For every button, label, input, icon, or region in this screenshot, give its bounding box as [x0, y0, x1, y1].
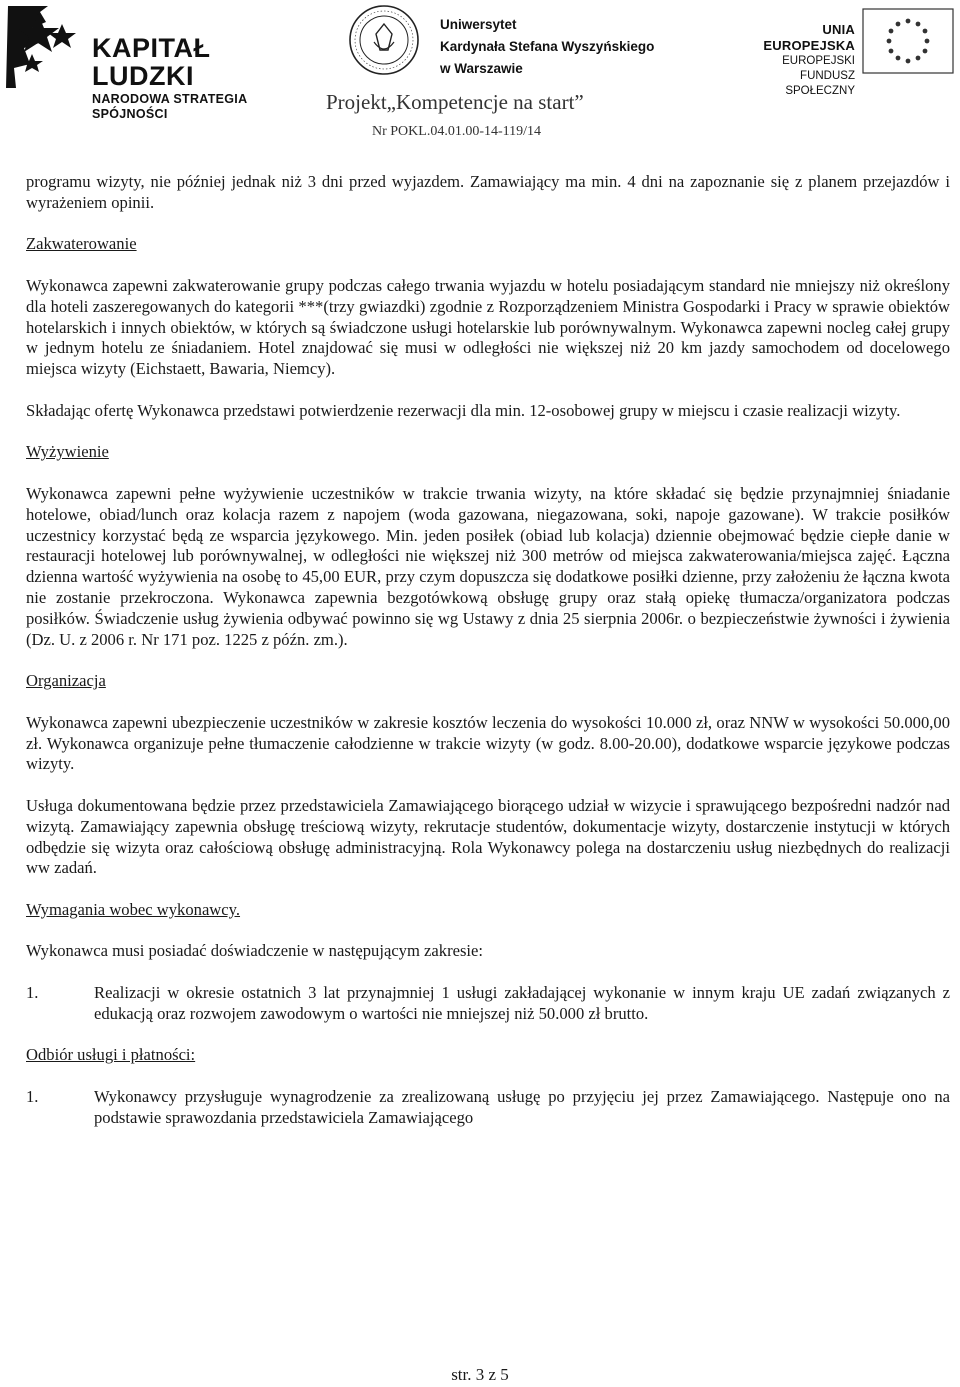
eu-line-2: EUROPEJSKI: [782, 55, 855, 67]
list-item: [26, 1087, 950, 1129]
uksw-seal-icon: [348, 4, 420, 76]
list-item-number: 1.: [26, 1087, 39, 1107]
eu-line-1: UNIA EUROPEJSKA: [763, 22, 855, 53]
list-item-text: Wykonawcy przysługuje wynagrodzenie za zrealizowaną usługę po przyjęciu jej przez Zamawiającego. Następuje ono na podstawie sprawozdania przedstawiciela Zamawiającego: [94, 1087, 950, 1127]
zakwaterowanie-paragraph-2: Składając ofertę Wykonawca przedstawi potwierdzenie rezerwacji dla min. 12-osobowej grupy w miejscu i czasie realizacji wizyty.: [26, 400, 901, 420]
uksw-line-1: Uniwersytet: [440, 17, 517, 32]
uksw-name: [440, 14, 654, 80]
heading-wyzywienie: Wyżywienie: [26, 442, 109, 462]
project-title: Projekt„Kompetencje na start”: [326, 90, 584, 114]
page-header: [0, 0, 960, 150]
heading-wymagania: Wymagania wobec wykonawcy.: [26, 899, 241, 919]
list-item: [26, 983, 950, 1025]
kapital-ludzki-title: KAPITAŁ LUDZKI: [92, 33, 211, 91]
page-number: str. 3 z 5: [451, 1365, 509, 1384]
project-number: Nr POKL.04.01.00-14-119/14: [372, 124, 542, 139]
kapital-ludzki-subtitle: NARODOWA STRATEGIA SPÓJNOŚCI: [92, 92, 247, 121]
list-item-text: Realizacji w okresie ostatnich 3 lat przynajmniej 1 usługi zakładającej wykonanie w innym kraju UE zadań związanych z edukacją oraz rozwojem zawodowym o wartości nie mniejszej niż 50.000 zł brutto.: [94, 983, 950, 1023]
organizacja-paragraph-1: Wykonawca zapewni ubezpieczenie uczestników w zakresie kosztów leczenia do wysokości 10.000 zł, oraz NNW w wysokości 50.000,00 zł. Wykonawca organizuje pełne tłumaczenie całodzienne w trakcie wizyty (w godz. 8.00-20.00), dodatkowe wsparcie językowe podczas wizyty.: [26, 712, 950, 774]
list-item-number: 1.: [26, 983, 39, 1003]
kapital-ludzki-logo: [2, 2, 302, 121]
eu-line-3: FUNDUSZ SPOŁECZNY: [785, 70, 855, 97]
document-body: [26, 172, 950, 1129]
intro-paragraph: programu wizyty, nie później jednak niż 3 dni przed wyjazdem. Zamawiający ma min. 4 dni na zapoznanie się z planem przejazdów i wyrażeniem opinii.: [26, 172, 950, 212]
uksw-line-3: w Warszawie: [440, 61, 523, 76]
zakwaterowanie-paragraph-1: Wykonawca zapewni zakwaterowanie grupy podczas całego trwania wyjazdu w hotelu posiadającym standard nie mniejszy niż określony dla hoteli zaszeregowanych do kategorii ***(trzy gwiazdki) zgodnie z Rozporządzeniem Ministra Gospodarki i Pracy w sprawie obiektów hotelarskich i innych obiektów, w których są świadczone usługi hotelarskie lub porównywalnym. Wykonawca zapewni nocleg całej grupy w jednym hotelu ze śniadaniem. Hotel znajdować się musi w odległości nie większej niż 20 km jazdy samochodem od docelowego miejsca wizyty (Eichstaett, Bawaria, Niemcy).: [26, 275, 950, 379]
heading-zakwaterowanie: Zakwaterowanie: [26, 234, 137, 254]
wymagania-paragraph: Wykonawca musi posiadać doświadczenie w następującym zakresie:: [26, 941, 484, 961]
eu-flag-icon: [862, 8, 954, 74]
eu-label: [735, 22, 855, 99]
heading-organizacja: Organizacja: [26, 671, 106, 691]
wyzywienie-paragraph: Wykonawca zapewni pełne wyżywienie uczestników w trakcie trwania wizyty, na które składać się będzie przynajmniej śniadanie hotelowe, obiad/lunch oraz kolacja razem z napojem (woda gazowana, niegazowana, soki, napoje gazowane). W trakcie posiłków uczestnicy korzystać będą ze wsparcia językowego. Min. jeden posiłek (obiad lub kolacja) dziennie obejmować będzie ciepłe danie w restauracji hotelowej lub porównywalnej, w odległości nie większej niż 300 metrów od miejsca zakwaterowania/miejsca zajęć. Łączna dzienna wartość wyżywienia na osobę to 45,00 EUR, przy czym dopuszcza się dodatkowe posiłki dzienne, przy założeniu że łączna kwota nie zostanie przekroczona. Wykonawca zapewnia bezgotówkową obsługę grupy oraz stałą opiekę tłumacza/organizatora podczas posiłków. Świadczenie usług żywienia odbywać powinno się wg Ustawy z dnia 25 sierpnia 2006r. o bezpieczeństwie żywności i żywienia (Dz. U. z 2006 r. Nr 171 poz. 1225 z późn. zm.).: [26, 483, 950, 649]
kapital-ludzki-emblem-icon: [2, 2, 92, 92]
organizacja-paragraph-2: Usługa dokumentowana będzie przez przedstawiciela Zamawiającego biorącego udział w wizycie i sprawującego bezpośredni nadzór nad wizytą. Zamawiający zapewnia obsługę treściową wizyty, rekrutacje studentów, dokumentacje wizyty, dostarczenie instytucji w których odbędzie się wizyta oraz całościową obsługę administracyjną. Rola Wykonawcy polega na dostarczeniu usług niezbędnych do realizacji ww zadań.: [26, 795, 950, 878]
uksw-line-2: Kardynała Stefana Wyszyńskiego: [440, 39, 655, 54]
heading-odbior: Odbiór usługi i płatności:: [26, 1045, 196, 1065]
